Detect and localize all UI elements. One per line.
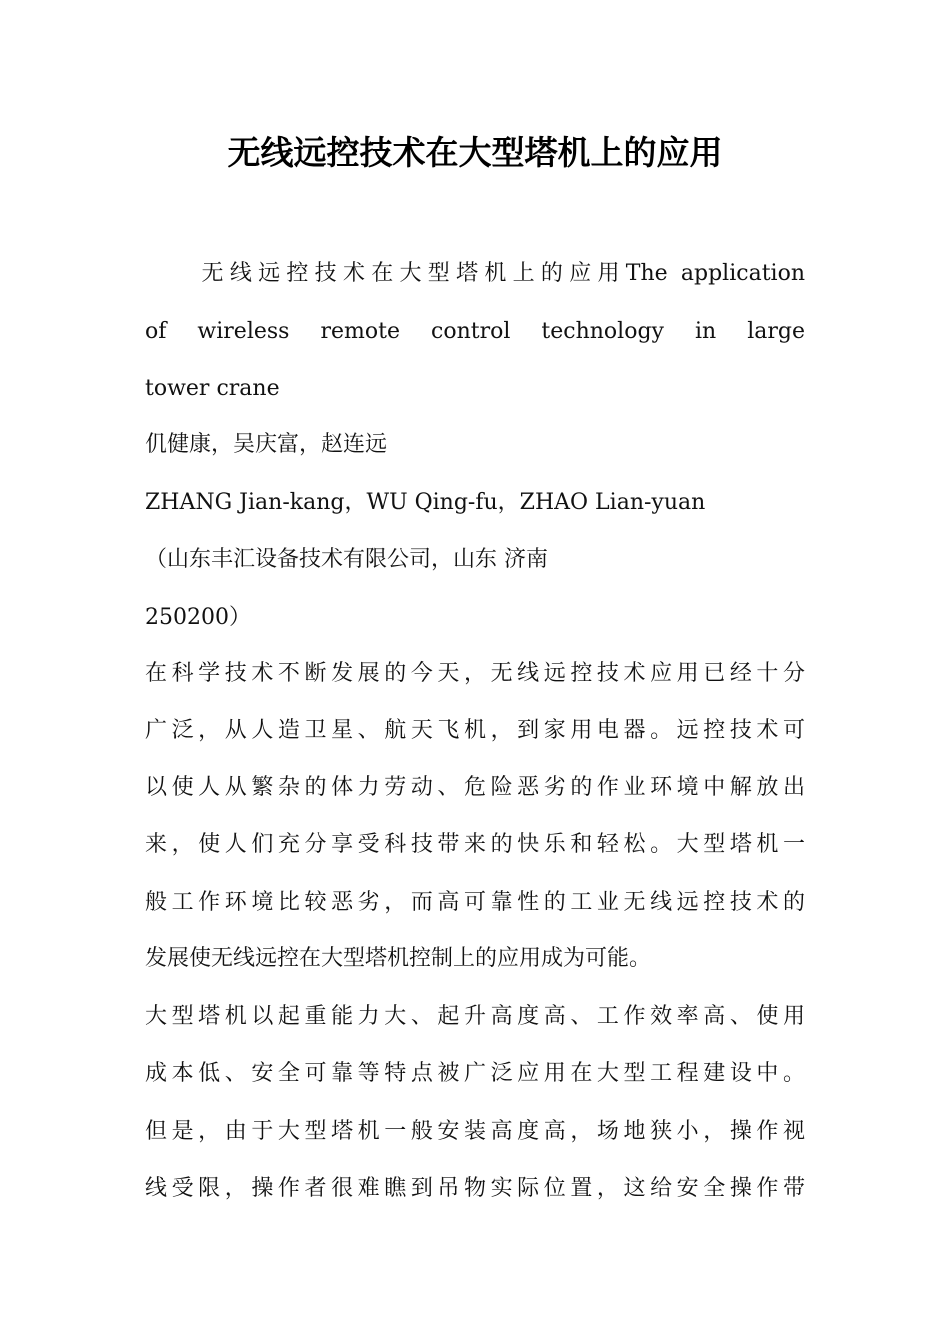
paragraph-2-line-1: 大型塔机以起重能力大、起升高度高、工作效率高、使用 [145,1004,805,1029]
authors-chinese: 仉健康，吴庆富，赵连远 [145,432,388,457]
paragraph-2-line-3: 但是，由于大型塔机一般安装高度高，场地狭小，操作视 [145,1119,805,1144]
affiliation-line-2: 250200） [145,605,251,630]
paragraph-1-line-2: 广泛，从人造卫星、航天飞机，到家用电器。远控技术可 [145,718,805,743]
document-title: 无线远控技术在大型塔机上的应用 [227,133,723,172]
paragraph-1-line-1: 在科学技术不断发展的今天，无线远控技术应用已经十分 [145,661,805,686]
paragraph-2-line-4: 线受限，操作者很难瞧到吊物实际位置，这给安全操作带 [145,1176,805,1201]
paragraph-1-line-4: 来，使人们充分享受科技带来的快乐和轻松。大型塔机一 [145,832,805,857]
authors-english: ZHANG Jian-kang，WU Qing-fu，ZHAO Lian-yuan [145,490,706,515]
heading-line-1: 无线远控技术在大型塔机上的应用The application [145,261,805,286]
paragraph-2-line-2: 成本低、安全可靠等特点被广泛应用在大型工程建设中。 [145,1061,805,1086]
paragraph-1-line-5: 般工作环境比较恶劣，而高可靠性的工业无线远控技术的 [145,890,805,915]
affiliation-line-1: （山东丰汇设备技术有限公司，山东 济南 [145,547,548,572]
paragraph-1-line-3: 以使人从繁杂的体力劳动、危险恶劣的作业环境中解放出 [145,775,805,800]
paragraph-1-line-6: 发展使无线远控在大型塔机控制上的应用成为可能。 [145,946,652,971]
heading-line-3: tower crane [145,376,280,401]
heading-line-2: of wireless remote control technology in large [145,319,805,344]
